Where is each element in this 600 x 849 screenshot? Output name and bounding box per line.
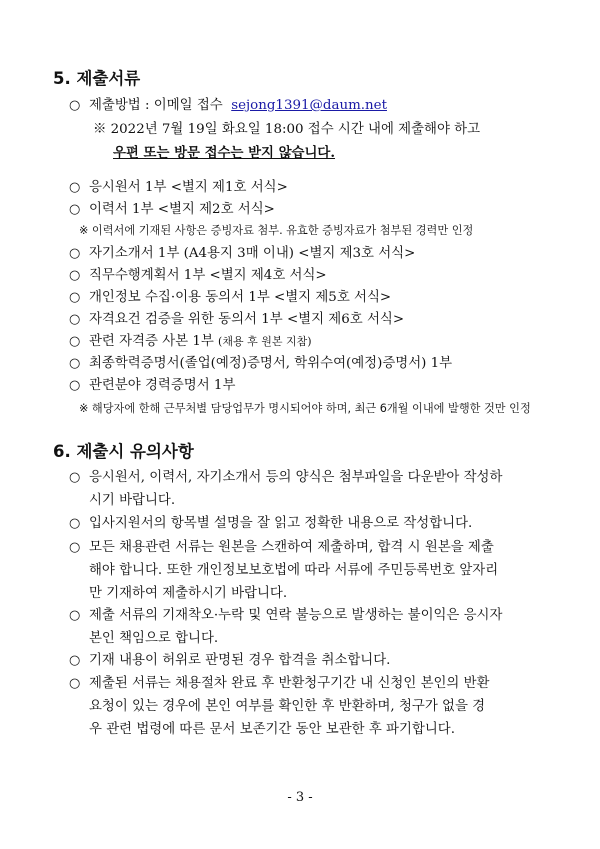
- doc-item: [69, 375, 559, 398]
- bullet-icon: ○: [69, 334, 81, 349]
- resume-note: ※ 이력서에 기재된 사항은 증빙자료 첨부. 유효한 증빙자료가 첨부된 경력만 인정: [79, 224, 474, 237]
- caution-line: 제출 서류의 기재착오·누락 및 연락 불능으로 발생하는 불이익은 응시자: [89, 608, 503, 623]
- career-note: ※ 해당자에 한해 근무처별 담당업무가 명시되어야 하며, 최근 6개월 이내에 발행한 것만 인정: [79, 402, 531, 415]
- doc-item-text: 관련분야 경력증명서 1부: [89, 378, 236, 393]
- caution-line: 본인 책임으로 합니다.: [89, 630, 219, 646]
- doc-item: [69, 243, 559, 266]
- caution-line: 입사지원서의 항목별 설명을 잘 읽고 정확한 내용으로 작성합니다.: [89, 516, 473, 531]
- caution-line: 모든 채용관련 서류는 원본을 스캔하여 제출하며, 합격 시 원본을 제출: [89, 540, 494, 555]
- bullet-icon: ○: [69, 290, 81, 305]
- doc-item-text: 자격요건 검증을 위한 동의서 1부 <별지 제6호 서식>: [89, 312, 405, 327]
- bullet-icon: ○: [69, 653, 81, 668]
- bullet-icon: ○: [69, 98, 81, 113]
- caution-item: [69, 467, 559, 513]
- doc-item-text: 개인정보 수집·이용 동의서 1부 <별지 제5호 서식>: [89, 290, 392, 305]
- caution-item: [69, 513, 559, 536]
- bullet-icon: ○: [69, 246, 81, 261]
- bullet-icon: ○: [69, 378, 81, 393]
- doc-item: [69, 199, 559, 222]
- section-6-heading: 6. 제출시 유의사항: [53, 442, 194, 461]
- caution-line: 시기 바랍니다.: [89, 492, 176, 508]
- doc-item: [69, 287, 559, 310]
- doc-item: [69, 331, 559, 354]
- doc-item-text: 최종학력증명서(졸업(예정)증명서, 학위수여(예정)증명서) 1부: [89, 356, 453, 371]
- doc-item: [69, 309, 559, 332]
- caution-line: 우 관련 법령에 따른 문서 보존기간 동안 보관한 후 파기합니다.: [89, 721, 455, 737]
- doc-item: [69, 265, 559, 288]
- bullet-icon: ○: [69, 180, 81, 195]
- caution-item: [69, 537, 559, 605]
- caution-item: [69, 673, 559, 741]
- caution-line: 만 기재하여 제출하시기 바랍니다.: [89, 585, 288, 601]
- doc-item-text: 관련 자격증 사본 1부: [89, 334, 214, 349]
- bullet-icon: ○: [69, 356, 81, 371]
- doc-item: [69, 353, 559, 376]
- caution-line: 제출된 서류는 채용절차 완료 후 반환청구기간 내 신청인 본인의 반환: [89, 676, 490, 691]
- caution-item: [69, 650, 559, 673]
- caution-line: 해야 합니다. 또한 개인정보보호법에 따라 서류에 주민등록번호 앞자리: [89, 562, 499, 578]
- caution-item: [69, 605, 559, 651]
- bullet-icon: ○: [69, 470, 81, 485]
- section-5-heading: 5. 제출서류: [53, 69, 141, 88]
- bullet-icon: ○: [69, 540, 81, 555]
- page-number: - 3 -: [287, 790, 313, 805]
- bullet-icon: ○: [69, 516, 81, 531]
- deadline-emphasis: 우편 또는 방문 접수는 받지 않습니다.: [113, 145, 336, 161]
- bullet-icon: ○: [69, 312, 81, 327]
- doc-item-text: 이력서 1부 <별지 제2호 서식>: [89, 202, 275, 217]
- doc-item-text: 자기소개서 1부 (A4용지 3매 이내) <별지 제3호 서식>: [89, 246, 416, 261]
- caution-line: 기재 내용이 허위로 판명된 경우 합격을 취소합니다.: [89, 653, 391, 668]
- bullet-icon: ○: [69, 202, 81, 217]
- bullet-icon: ○: [69, 268, 81, 283]
- email-link[interactable]: sejong1391@daum.net: [231, 98, 387, 113]
- cert-note: (채용 후 원본 지참): [218, 335, 312, 348]
- caution-line: 요청이 있는 경우에 본인 여부를 확인한 후 반환하며, 청구가 없을 경: [89, 698, 486, 714]
- doc-item: [69, 177, 559, 200]
- bullet-icon: ○: [69, 676, 81, 691]
- method-label: 제출방법 : 이메일 접수: [89, 98, 223, 113]
- bullet-icon: ○: [69, 608, 81, 623]
- caution-line: 응시원서, 이력서, 자기소개서 등의 양식은 첨부파일을 다운받아 작성하: [89, 470, 503, 485]
- deadline-note: ※ 2022년 7월 19일 화요일 18:00 접수 시간 내에 제출해야 하고: [93, 122, 481, 137]
- doc-item-text: 응시원서 1부 <별지 제1호 서식>: [89, 180, 288, 195]
- doc-item-text: 직무수행계획서 1부 <별지 제4호 서식>: [89, 268, 327, 283]
- submission-method: [69, 95, 559, 118]
